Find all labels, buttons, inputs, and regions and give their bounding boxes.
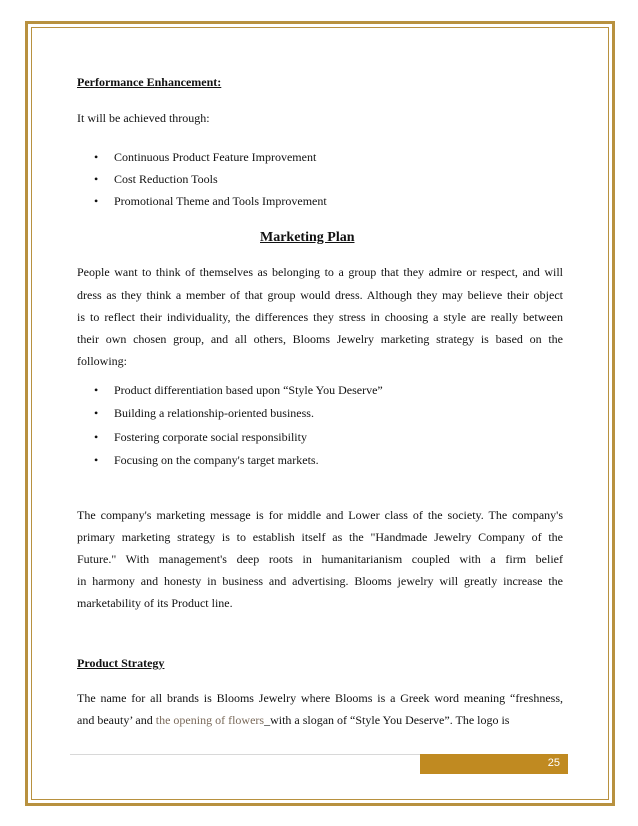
footer-divider bbox=[70, 754, 420, 755]
performance-item: Continuous Product Feature Improvement bbox=[114, 150, 317, 164]
product-text: and beauty’ and bbox=[77, 713, 156, 727]
marketing-para1-line: is to reflect their individuality, the differences they stress in choosing a style are really between bbox=[77, 310, 563, 324]
marketing-item: Building a relationship-oriented business. bbox=[114, 406, 314, 420]
performance-item: Promotional Theme and Tools Improvement bbox=[114, 194, 327, 208]
bullet-icon: • bbox=[94, 172, 99, 186]
marketing-para2-line: in harmony and honesty in business and advertising. Blooms jewelry will greatly increase the bbox=[77, 574, 563, 588]
bullet-icon: • bbox=[94, 453, 99, 467]
marketing-para1-line: following: bbox=[77, 354, 127, 368]
bullet-icon: • bbox=[94, 150, 99, 164]
performance-intro: It will be achieved through: bbox=[77, 111, 210, 125]
product-text: _with a slogan of “Style You Deserve”. The logo is bbox=[264, 713, 510, 727]
bullet-icon: • bbox=[94, 194, 99, 208]
marketing-para2-line: The company's marketing message is for middle and Lower class of the society. The company's bbox=[77, 508, 563, 522]
marketing-item: Focusing on the company's target markets. bbox=[114, 453, 319, 467]
performance-heading: Performance Enhancement: bbox=[77, 75, 222, 89]
marketing-plan-title: Marketing Plan bbox=[260, 230, 355, 245]
bullet-icon: • bbox=[94, 430, 99, 444]
marketing-para2-line: marketability of its Product line. bbox=[77, 596, 233, 610]
product-line: The name for all brands is Blooms Jewelry where Blooms is a Greek word meaning “freshness, bbox=[77, 691, 563, 705]
bullet-icon: • bbox=[94, 383, 99, 397]
marketing-item: Product differentiation based upon “Style You Deserve” bbox=[114, 383, 383, 397]
performance-item: Cost Reduction Tools bbox=[114, 172, 218, 186]
page-number: 25 bbox=[547, 757, 560, 769]
marketing-para2-line: Future." With management's deep roots in humanitarianism coupled with a firm belief bbox=[77, 552, 563, 566]
product-line-2 bbox=[77, 713, 509, 727]
product-text-highlight: the opening of flowers bbox=[155, 713, 265, 727]
product-strategy-heading: Product Strategy bbox=[77, 656, 165, 670]
marketing-item: Fostering corporate social responsibility bbox=[114, 430, 307, 444]
page-number-box bbox=[420, 754, 568, 774]
marketing-para1-line: People want to think of themselves as belonging to a group that they admire or respect, and will bbox=[77, 265, 563, 279]
marketing-para1-line: dress as they think a member of that group would dress. Although they may believe their object bbox=[77, 288, 563, 302]
marketing-para1-line: their own chosen group, and all others, Blooms Jewelry marketing strategy is based on the bbox=[77, 332, 563, 346]
bullet-icon: • bbox=[94, 406, 99, 420]
marketing-para2-line: primary marketing strategy is to establish itself as the "Handmade Jewelry Company of the bbox=[77, 530, 563, 544]
